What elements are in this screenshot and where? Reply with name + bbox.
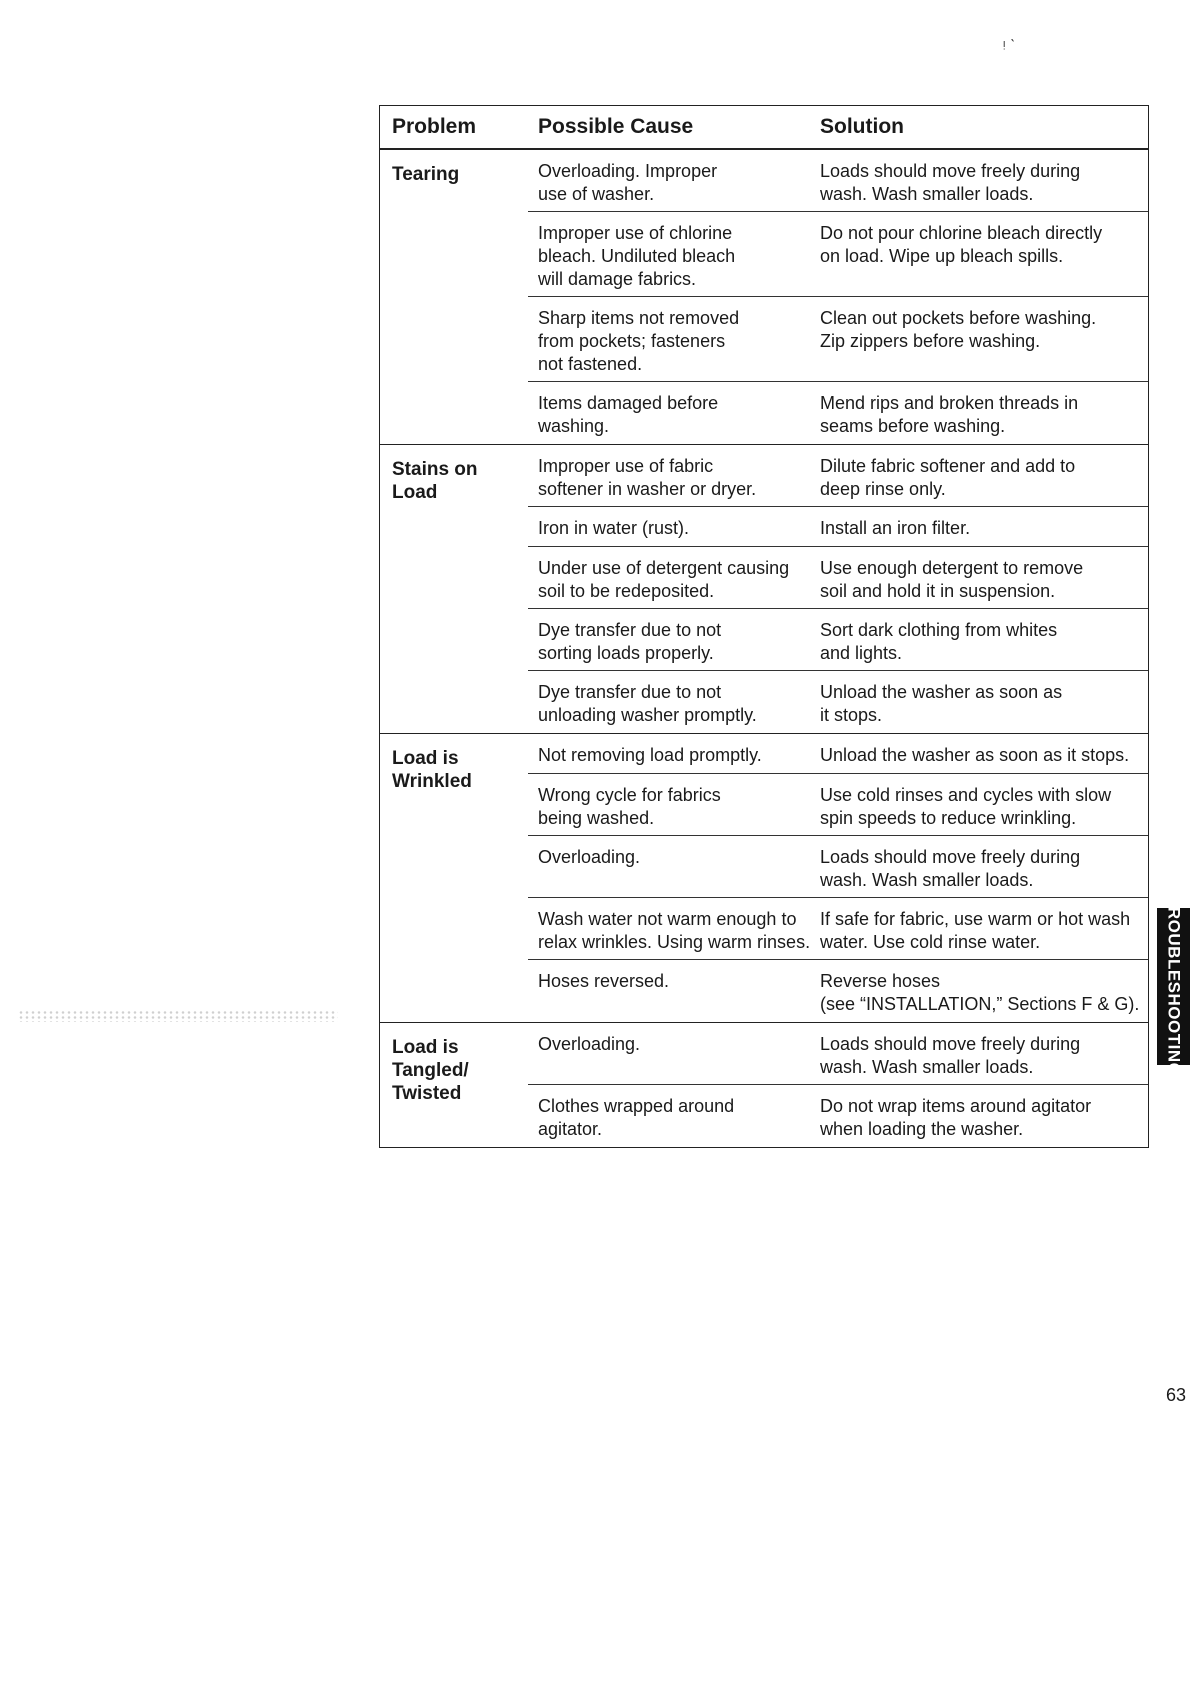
solution-line: Use cold rinses and cycles with slow [820, 785, 1112, 805]
cause-line: soil to be redeposited. [538, 581, 715, 601]
solution-line: Sort dark clothing from whites [820, 620, 1058, 640]
possible-cause-cell [528, 734, 810, 773]
problem-title-line: Tearing [392, 164, 460, 185]
section-tab-label: TROUBLESHOOTING [1164, 896, 1184, 1077]
problem-group [380, 1023, 1148, 1147]
problem-title-line: Load is [392, 748, 459, 769]
solution-line: Loads should move freely during [820, 1034, 1081, 1054]
solution-cell [810, 609, 1148, 670]
scan-mark: ᵎ ˋ [1003, 38, 1016, 55]
solution-line: (see “INSTALLATION,” Sections F & G). [820, 994, 1140, 1014]
solution-line: Loads should move freely during [820, 161, 1081, 181]
cause-line: Overloading. [538, 1034, 641, 1054]
cause-line: Improper use of chlorine [538, 223, 733, 243]
cause-line: Hoses reversed. [538, 971, 670, 991]
solution-cell [810, 671, 1148, 733]
cause-line: Items damaged before [538, 393, 719, 413]
solution-cell [810, 547, 1148, 608]
cause-line: Wash water not warm enough to [538, 909, 797, 929]
table-row [528, 671, 1148, 733]
table-row [528, 1085, 1148, 1147]
problem-group [380, 150, 1148, 445]
header-problem: Problem [392, 115, 477, 138]
solution-line: Install an iron filter. [820, 518, 971, 538]
solution-line: Unload the washer as soon as it stops. [820, 745, 1130, 765]
table-row [528, 898, 1148, 960]
solution-cell [810, 774, 1148, 835]
solution-line: wash. Wash smaller loads. [820, 870, 1034, 890]
cause-line: Wrong cycle for fabrics [538, 785, 721, 805]
cause-line: Not removing load promptly. [538, 745, 762, 765]
table-row [528, 609, 1148, 671]
problem-title [380, 734, 528, 1022]
table-row [528, 960, 1148, 1022]
solution-line: Mend rips and broken threads in [820, 393, 1079, 413]
problem-title-line: Twisted [392, 1083, 462, 1104]
table-row [528, 734, 1148, 774]
header-possible-cause: Possible Cause [538, 115, 694, 138]
table-row [528, 150, 1148, 212]
table-row [528, 1023, 1148, 1085]
solution-line: If safe for fabric, use warm or hot wash [820, 909, 1131, 929]
page-number: 63 [1166, 1385, 1187, 1405]
solution-line: Dilute fabric softener and add to [820, 456, 1076, 476]
cause-line: not fastened. [538, 354, 643, 374]
table-row [528, 547, 1148, 609]
solution-line: Use enough detergent to remove [820, 558, 1084, 578]
solution-cell [810, 297, 1148, 381]
possible-cause-cell [528, 507, 810, 546]
problem-title-line: Load is [392, 1037, 459, 1058]
possible-cause-cell [528, 382, 810, 444]
solution-cell [810, 1023, 1148, 1084]
problem-group [380, 734, 1148, 1023]
cause-line: use of washer. [538, 184, 655, 204]
solution-line: Do not pour chlorine bleach directly [820, 223, 1103, 243]
problem-title-line: Load [392, 482, 438, 503]
problem-title [380, 1023, 528, 1147]
solution-line: Loads should move freely during [820, 847, 1081, 867]
cause-line: sorting loads properly. [538, 643, 714, 663]
cause-line: bleach. Undiluted bleach [538, 246, 736, 266]
cause-line: Iron in water (rust). [538, 518, 690, 538]
cause-solution-rows [528, 445, 1148, 733]
solution-cell [810, 445, 1148, 506]
table-header [380, 106, 1148, 150]
solution-line: Do not wrap items around agitator [820, 1096, 1092, 1116]
troubleshooting-table [379, 105, 1149, 1148]
scan-noise [18, 1010, 338, 1022]
problem-title-line: Stains on [392, 459, 478, 480]
cause-line: Sharp items not removed [538, 308, 740, 328]
table-row [528, 774, 1148, 836]
problem-group [380, 445, 1148, 734]
cause-line: unloading washer promptly. [538, 705, 757, 725]
cause-line: Dye transfer due to not [538, 682, 722, 702]
possible-cause-cell [528, 547, 810, 608]
possible-cause-cell [528, 212, 810, 296]
solution-cell [810, 960, 1148, 1022]
cause-line: from pockets; fasteners [538, 331, 726, 351]
solution-cell [810, 150, 1148, 211]
table-row [528, 297, 1148, 382]
solution-cell [810, 507, 1148, 546]
table-row [528, 445, 1148, 507]
possible-cause-cell [528, 297, 810, 381]
cause-line: Dye transfer due to not [538, 620, 722, 640]
cause-line: Improper use of fabric [538, 456, 714, 476]
solution-line: soil and hold it in suspension. [820, 581, 1056, 601]
possible-cause-cell [528, 960, 810, 1022]
cause-line: relax wrinkles. Using warm rinses. [538, 932, 811, 952]
possible-cause-cell [528, 445, 810, 506]
cause-line: Under use of detergent causing [538, 558, 790, 578]
cause-line: softener in washer or dryer. [538, 479, 757, 499]
cause-line: will damage fabrics. [538, 269, 697, 289]
solution-cell [810, 898, 1148, 959]
problem-title [380, 150, 528, 444]
solution-line: Clean out pockets before washing. [820, 308, 1097, 328]
solution-line: and lights. [820, 643, 903, 663]
table-row [528, 836, 1148, 898]
header-solution: Solution [820, 115, 904, 138]
cause-line: agitator. [538, 1119, 603, 1139]
solution-cell [810, 212, 1148, 296]
solution-line: on load. Wipe up bleach spills. [820, 246, 1064, 266]
cause-line: Overloading. Improper [538, 161, 718, 181]
table-row [528, 382, 1148, 444]
solution-cell [810, 836, 1148, 897]
solution-line: Unload the washer as soon as [820, 682, 1063, 702]
cause-solution-rows [528, 734, 1148, 1022]
cause-line: washing. [538, 416, 610, 436]
possible-cause-cell [528, 671, 810, 733]
solution-cell [810, 382, 1148, 444]
solution-line: spin speeds to reduce wrinkling. [820, 808, 1077, 828]
cause-solution-rows [528, 1023, 1148, 1147]
solution-line: Reverse hoses [820, 971, 941, 991]
solution-line: deep rinse only. [820, 479, 946, 499]
solution-cell [810, 1085, 1148, 1147]
table-row [528, 212, 1148, 297]
table-body [380, 150, 1148, 1147]
section-tab [1157, 896, 1190, 1077]
solution-line: Zip zippers before washing. [820, 331, 1041, 351]
cause-solution-rows [528, 150, 1148, 444]
possible-cause-cell [528, 150, 810, 211]
solution-cell [810, 734, 1148, 773]
solution-line: water. Use cold rinse water. [820, 932, 1041, 952]
solution-line: when loading the washer. [820, 1119, 1024, 1139]
problem-title [380, 445, 528, 733]
solution-line: it stops. [820, 705, 883, 725]
possible-cause-cell [528, 1085, 810, 1147]
possible-cause-cell [528, 609, 810, 670]
possible-cause-cell [528, 1023, 810, 1084]
solution-line: wash. Wash smaller loads. [820, 1057, 1034, 1077]
possible-cause-cell [528, 836, 810, 897]
problem-title-line: Wrinkled [392, 771, 472, 792]
cause-line: Clothes wrapped around [538, 1096, 735, 1116]
cause-line: Overloading. [538, 847, 641, 867]
possible-cause-cell [528, 898, 810, 959]
problem-title-line: Tangled/ [392, 1060, 469, 1081]
cause-line: being washed. [538, 808, 655, 828]
possible-cause-cell [528, 774, 810, 835]
solution-line: wash. Wash smaller loads. [820, 184, 1034, 204]
solution-line: seams before washing. [820, 416, 1006, 436]
table-row [528, 507, 1148, 547]
